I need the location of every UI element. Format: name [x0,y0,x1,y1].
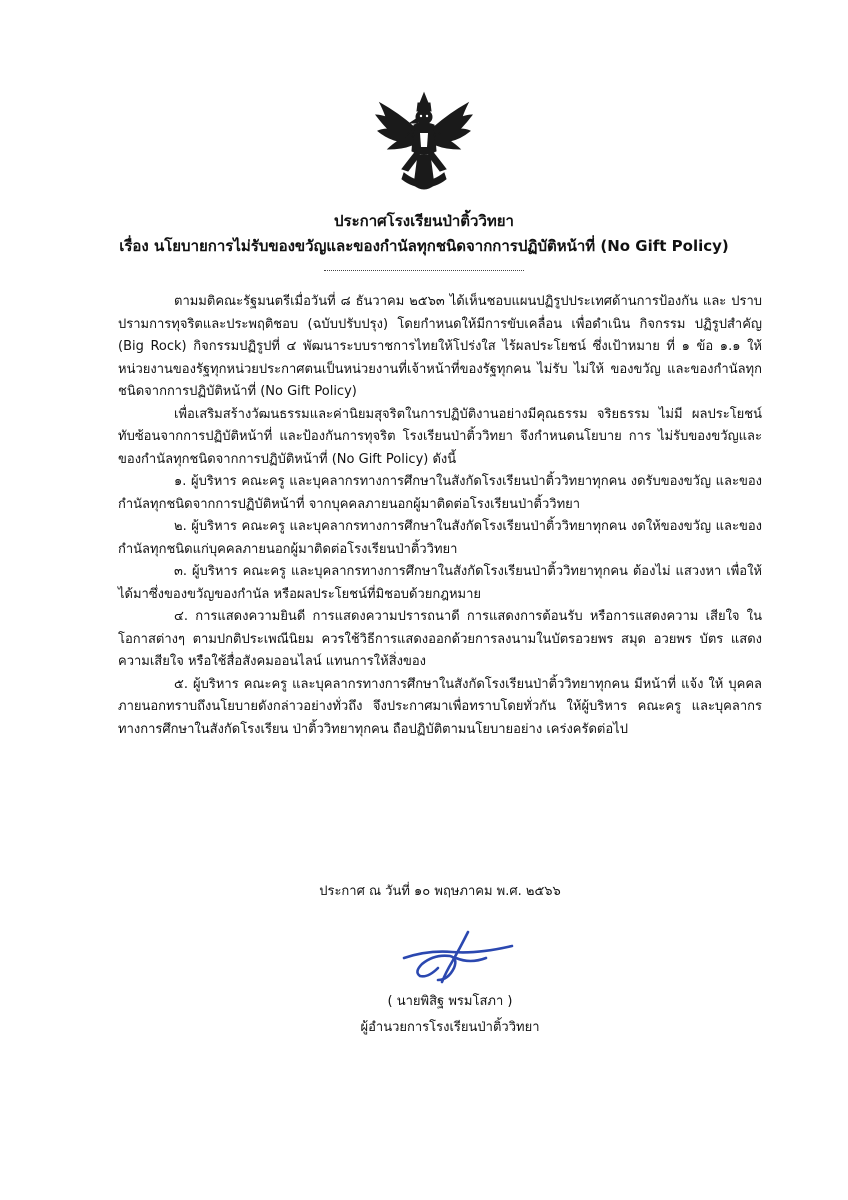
policy-item-2: ๒. ผู้บริหาร คณะครู และบุคลากรทางการศึกษาในสังกัดโรงเรียนป่าติ้ววิทยาทุกคน งดให้ของขวัญ และของกำนัลทุกชนิดแก่บุคคลภายนอกผู้มาติดต่อโรงเรียนป่าติ้ววิทยา [118,519,762,557]
policy-item-1: ๑. ผู้บริหาร คณะครู และบุคลากรทางการศึกษาในสังกัดโรงเรียนป่าติ้ววิทยาทุกคน งดรับของขวัญ และของกำนัลทุกชนิดจากการปฏิบัติหน้าที่ จากบุคคลภายนอกผู้มาติดต่อโรงเรียนป่าติ้ววิทยา [118,474,762,512]
handwritten-signature-icon [398,928,516,986]
announcement-body [118,291,762,741]
announcement-date: ประกาศ ณ วันที่ ๑๐ พฤษภาคม พ.ศ. ๒๕๖๖ [319,884,561,899]
signatory-position: ผู้อำนวยการโรงเรียนป่าติ้ววิทยา [360,1020,540,1035]
policy-item-5: ๕. ผู้บริหาร คณะครู และบุคลากรทางการศึกษาในสังกัดโรงเรียนป่าติ้ววิทยาทุกคน มีหน้าที่ แจ้ง ให้ บุคคลภายนอกทราบถึงนโยบายดังกล่าวอย่างทั่วถึง จึงประกาศมาเพื่อทราบโดยทั่วกัน ให้ผู้บริหาร คณะครู และบุคลากรทางการศึกษาในสังกัดโรงเรียน ป่าติ้ววิทยาทุกคน ถือปฏิบัติตามนโยบายอย่าง เคร่งครัดต่อไป [118,676,762,737]
policy-item-3: ๓. ผู้บริหาร คณะครู และบุคลากรทางการศึกษาในสังกัดโรงเรียนป่าติ้ววิทยาทุกคน ต้องไม่ แสวงหา เพื่อให้ได้มาซึ่งของขวัญของกำนัล หรือผลประโยชน์ที่มิชอบด้วยกฎหมาย [118,564,762,602]
announcement-subject: เรื่อง นโยบายการไม่รับของขวัญและของกำนัลทุกชนิดจากการปฏิบัติหน้าที่ (No Gift Policy) [119,237,729,255]
paragraph-cabinet-resolution: ตามมติคณะรัฐมนตรีเมื่อวันที่ ๘ ธันวาคม ๒๕๖๓ ได้เห็นชอบแผนปฏิรูปประเทศด้านการป้องกัน และ ปราบปรามการทุจริตและประพฤติชอบ (ฉบับปรับปรุง) โดยกำหนดให้มีการขับเคลื่อน เพื่อดำเนิน กิจกรรม ปฏิรูปสำคัญ (Big Rock) กิจกรรมปฏิรูปที่ ๔ พัฒนาระบบราชการไทยให้โปร่งใส ไร้ผลประโยชน์ ซึ่งเป้าหมาย ที่ ๑ ข้อ ๑.๑ ให้หน่วยงานของรัฐทุกหน่วยประกาศตนเป็นหน่วยงานที่เจ้าหน้าที่ของรัฐทุกคน ไม่รับ ไม่ให้ ของขวัญ และของกำนัลทุกชนิดจากการปฏิบัติหน้าที่ (No Gift Policy) [118,294,762,399]
garuda-emblem-icon [374,89,474,199]
title-divider [324,262,524,271]
policy-item-4: ๔. การแสดงความยินดี การแสดงความปรารถนาดี การแสดงการต้อนรับ หรือการแสดงความ เสียใจ ในโอกาสต่างๆ ตามปกติประเพณีนิยม ควรใช้วิธีการแสดงออกด้วยการลงนามในบัตรอวยพร สมุด อวยพร บัตร แสดงความเสียใจ หรือใช้สื่อสังคมออนไลน์ แทนการให้สิ่งของ [118,609,762,669]
paragraph-policy-intro: เพื่อเสริมสร้างวัฒนธรรมและค่านิยมสุจริตในการปฏิบัติงานอย่างมีคุณธรรม จริยธรรม ไม่มี ผลประโยชน์ทับซ้อนจากการปฏิบัติหน้าที่ และป้องกันการทุจริต โรงเรียนป่าติ้ววิทยา จึงกำหนดนโยบาย การ ไม่รับของขวัญและของกำนัลทุกชนิดจากการปฏิบัติหน้าที่ (No Gift Policy) ดังนี้ [118,406,762,467]
signatory-name: ( นายพิสิฐ พรมโสภา ) [387,994,513,1009]
announcement-title: ประกาศโรงเรียนป่าติ้ววิทยา [334,212,514,230]
